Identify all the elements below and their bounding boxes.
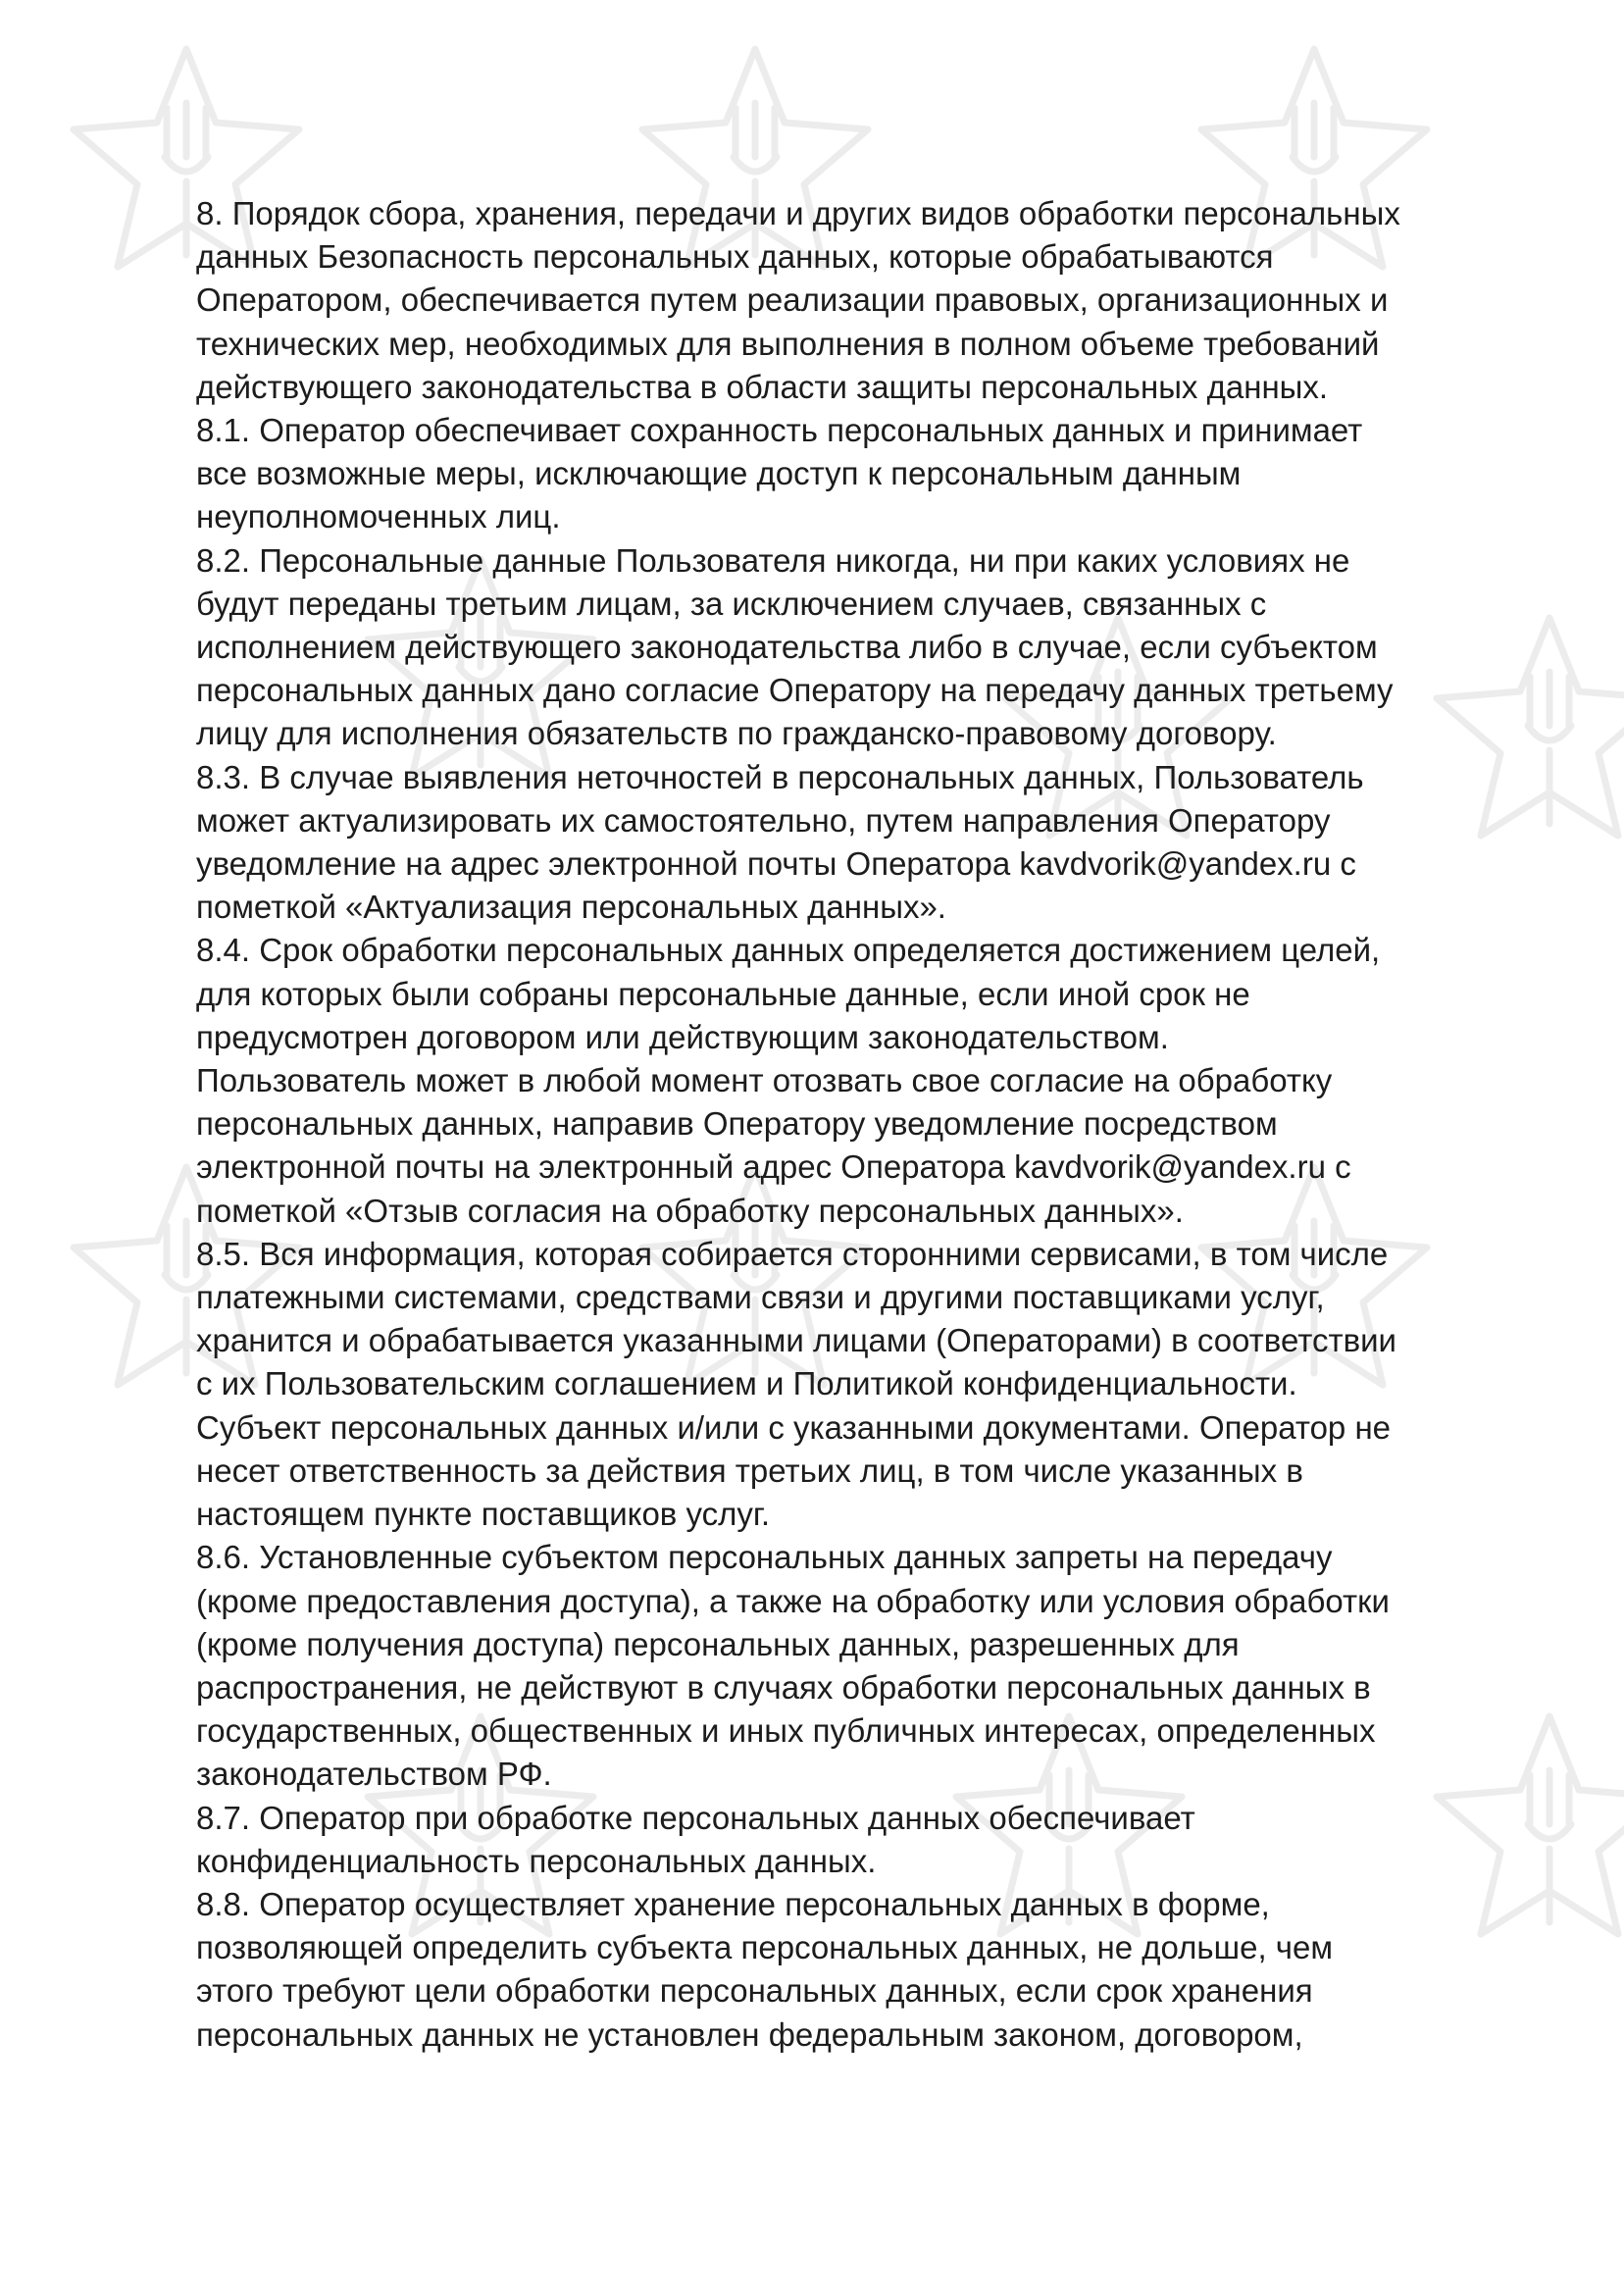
text-line: Субъект персональных данных и/или с указанными документами. Оператор не: [196, 1408, 1392, 1446]
text-line: исполнением действующего законодательства либо в случае, если субъектом: [196, 629, 1378, 666]
text-line: 8.8. Оператор осуществляет хранение персональных данных в форме,: [196, 1885, 1270, 1922]
text-line: все возможные меры, исключающие доступ к персональным данным: [196, 455, 1242, 492]
text-line: данных Безопасность персональных данных, которые обрабатываются: [196, 238, 1274, 276]
text-line: для которых были собраны персональные данные, если иной срок не: [196, 975, 1250, 1012]
document-body: [196, 192, 1471, 2057]
text-line: персональных данных дано согласие Оператору на передачу данных третьему: [196, 672, 1394, 709]
text-line: пометкой «Отзыв согласия на обработку персональных данных».: [196, 1192, 1184, 1229]
text-line: 8. Порядок сбора, хранения, передачи и других видов обработки персональных: [196, 195, 1400, 231]
text-line: лицу для исполнения обязательств по гражданско-правовому договору.: [196, 715, 1277, 752]
text-line: распространения, не действуют в случаях обработки персональных данных в: [196, 1668, 1371, 1706]
text-line: 8.2. Персональные данные Пользователя никогда, ни при каких условиях не: [196, 541, 1350, 579]
text-line: предусмотрен договором или действующим законодательством.: [196, 1018, 1169, 1055]
text-line: 8.7. Оператор при обработке персональных данных обеспечивает: [196, 1799, 1195, 1836]
text-line: технических мер, необходимых для выполнения в полном объеме требований: [196, 325, 1380, 362]
text-line: 8.4. Срок обработки персональных данных определяется достижением целей,: [196, 932, 1381, 969]
text-line: позволяющей определить субъекта персональных данных, не дольше, чем: [196, 1929, 1334, 1966]
text-line: конфиденциальность персональных данных.: [196, 1842, 877, 1879]
text-line: 8.1. Оператор обеспечивает сохранность персональных данных и принимает: [196, 412, 1363, 449]
text-line: платежными системами, средствами связи и другими поставщиками услуг,: [196, 1279, 1325, 1316]
text-line: уведомление на адрес электронной почты Оператора kavdvorik@yandex.ru с: [196, 845, 1356, 883]
text-line: будут переданы третьим лицам, за исключением случаев, связанных с: [196, 585, 1267, 622]
text-line: персональных данных, направив Оператору уведомление посредством: [196, 1105, 1278, 1143]
text-line: 8.5. Вся информация, которая собирается сторонними сервисами, в том числе: [196, 1235, 1389, 1272]
text-line: персональных данных не установлен федеральным законом, договором,: [196, 2015, 1303, 2053]
text-line: (кроме предоставления доступа), а также на обработку или условия обработки: [196, 1582, 1390, 1619]
text-line: пометкой «Актуализация персональных данных».: [196, 889, 946, 926]
text-line: 8.3. В случае выявления неточностей в персональных данных, Пользователь: [196, 758, 1364, 795]
text-line: 8.6. Установленные субъектом персональных данных запреты на передачу: [196, 1539, 1333, 1576]
text-line: этого требуют цели обработки персональных данных, если срок хранения: [196, 1972, 1313, 2010]
text-line: настоящем пункте поставщиков услуг.: [196, 1496, 771, 1533]
text-line: государственных, общественных и иных публичных интересах, определенных: [196, 1712, 1376, 1750]
text-line: законодательством РФ.: [196, 1756, 552, 1793]
text-line: (кроме получения доступа) персональных данных, разрешенных для: [196, 1625, 1240, 1662]
text-line: хранится и обрабатывается указанными лицами (Операторами) в соответствии: [196, 1322, 1396, 1359]
text-line: Оператором, обеспечивается путем реализации правовых, организационных и: [196, 281, 1389, 319]
text-line: электронной почты на электронный адрес Оператора kavdvorik@yandex.ru с: [196, 1148, 1351, 1186]
text-line: с их Пользовательским соглашением и Политикой конфиденциальности.: [196, 1365, 1297, 1402]
text-line: может актуализировать их самостоятельно, путем направления Оператору: [196, 801, 1331, 839]
text-line: действующего законодательства в области защиты персональных данных.: [196, 368, 1329, 405]
text-line: неуполномоченных лиц.: [196, 498, 561, 535]
text-line: Пользователь может в любой момент отозвать свое согласие на обработку: [196, 1062, 1333, 1099]
text-line: несет ответственность за действия третьих лиц, в том числе указанных в: [196, 1452, 1303, 1489]
